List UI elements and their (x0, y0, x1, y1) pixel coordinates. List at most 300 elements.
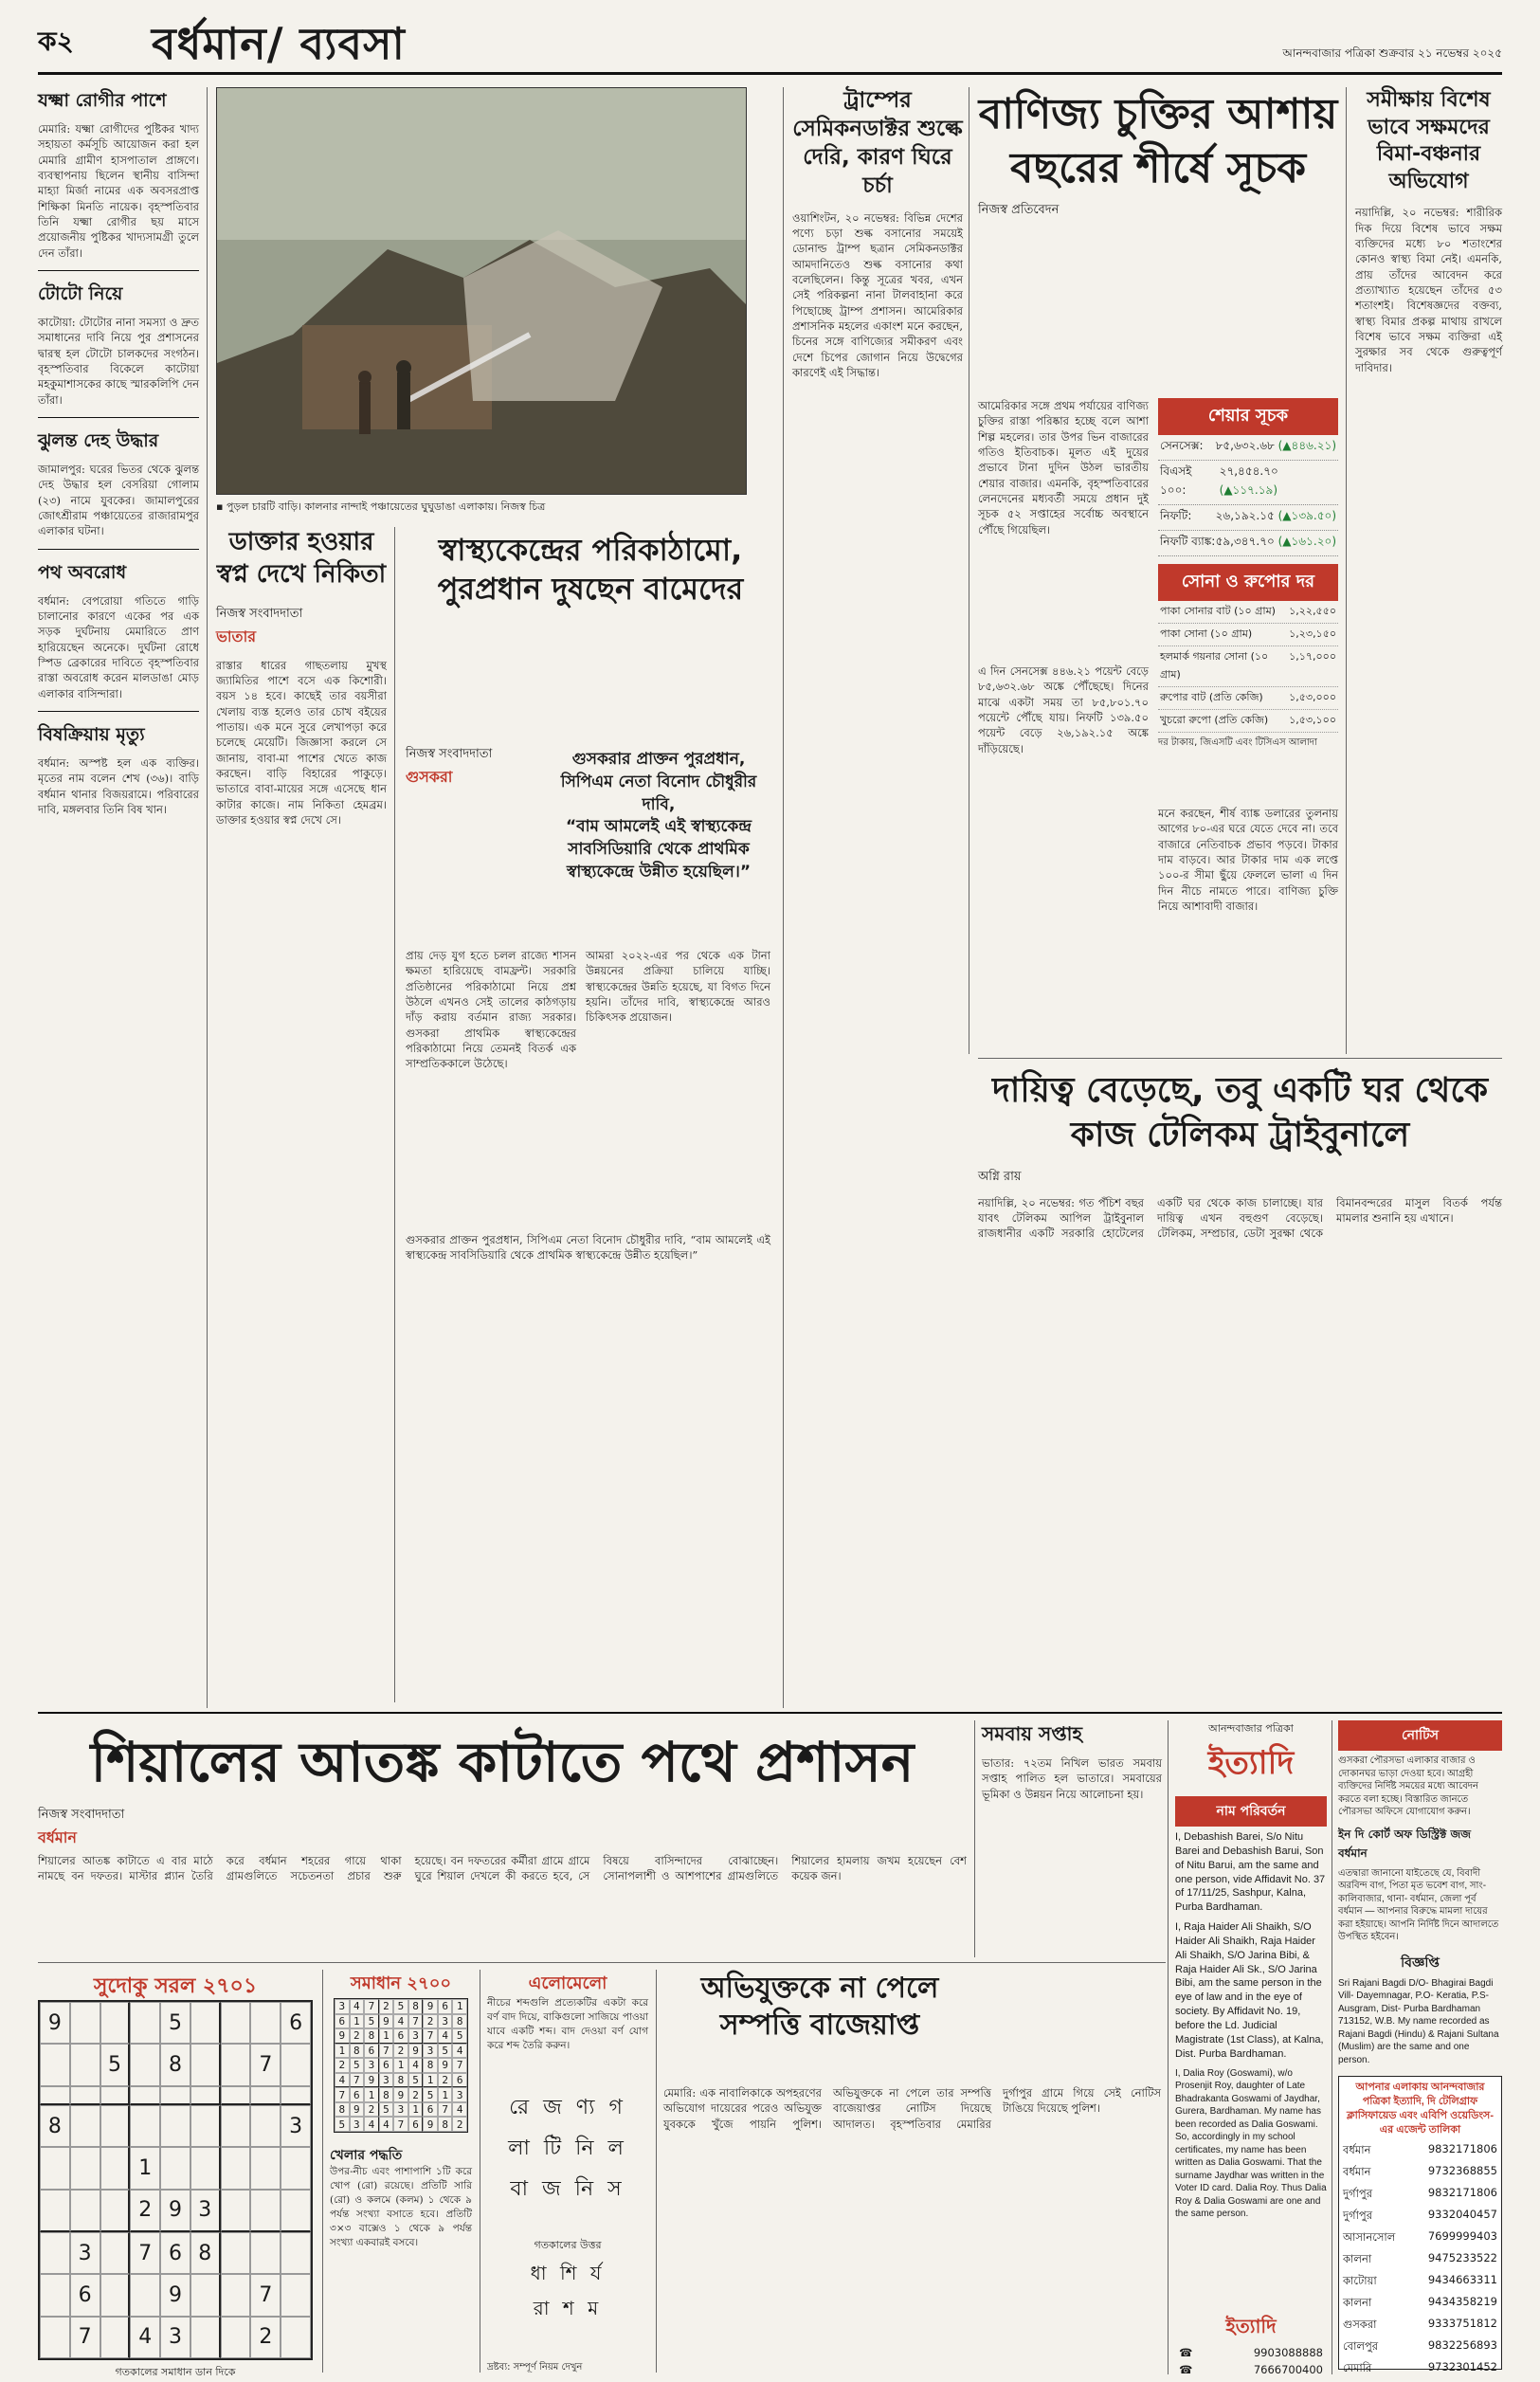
jumble-word: বা জ নি স (510, 2177, 625, 2201)
dateline: আনন্দবাজার পত্রিকা শুক্রবার ২১ নভেম্বর ২০২৫ (1282, 46, 1502, 60)
solution-cell: 9 (350, 2102, 365, 2118)
ittyadi-footer-title: ইত্যাদি (1225, 2315, 1277, 2337)
agent-area: দুর্গাপুর (1343, 2209, 1373, 2223)
masthead (0, 0, 1540, 74)
brief-title: পথ অবরোধ (38, 561, 127, 583)
story-text: আমরা ২০২২-এর পর থেকে এক টানা উন্নয়নের প্রক্রিয়া চালিয়ে যাচ্ছি। স্বাস্থ্যকেন্দ্রের উন্নতি হয়েছে, যা বিগত দিনে হয়নি। তাঁদের দাবি, স্বাস্থ্যকেন্দ্রে আরও চিকিৎসক প্রয়োজন। (586, 949, 770, 1025)
sudoku-cell[interactable] (40, 2274, 70, 2316)
sudoku-cell[interactable] (40, 2147, 70, 2189)
solution-cell: 6 (350, 2087, 365, 2102)
sudoku-cell[interactable] (100, 2190, 131, 2232)
story-text: ওয়াশিংটন, ২০ নভেম্বর: বিভিন্ন দেশের পণ্যে চড়া শুল্ক বসানোর সময়েই ডোনাল্ড ট্রাম্প ছত্রান সেমিকনডাক্টর আমদানিতেও শুল্ক বসানোর কথা বলেছিলেন। কিন্তু সূত্রের খবর, এখন সেই পরিকল্পনা নানা টালবাহানা করে পিছোচ্ছে ট্রাম্প প্রশাসন। আমেরিকার প্রশাসনিক মহলের একাংশ মনে করছেন, চিনের সঙ্গে বাণিজ্যের সমীকরণ এবং দেশে চিপের জোগান নিয়ে উদ্বেগের কারণেই এই সিদ্ধান্ত। (792, 210, 963, 379)
sudoku-cell[interactable] (190, 2002, 221, 2044)
sudoku-cell[interactable]: 8 (190, 2232, 221, 2274)
agent-area: কালনা (1343, 2296, 1372, 2310)
solution-cell: 6 (335, 2014, 350, 2029)
sudoku-title: সুদোকু সরল ২৭০১ (93, 1974, 258, 1998)
solution-cell: 3 (335, 1999, 350, 2014)
agent-area: বর্ধমান (1343, 2143, 1371, 2157)
sudoku-cell[interactable] (190, 2317, 221, 2358)
agent-area: কাটোয়া (1343, 2274, 1377, 2288)
agent-row (1339, 2184, 1501, 2206)
sudoku-cell[interactable] (281, 2147, 311, 2189)
sudoku-cell[interactable] (160, 2147, 190, 2189)
solution-cell: 8 (393, 2073, 408, 2088)
sudoku-cell[interactable] (70, 2086, 100, 2105)
agent-list-ad (1338, 2076, 1502, 2375)
agent-row (1339, 2337, 1501, 2358)
solution-cell: 1 (379, 2028, 394, 2044)
section-title: বর্ধমান/ ব্যবসা (152, 18, 406, 69)
solution-cell: 4 (364, 2117, 379, 2132)
story-byline: নিজস্ব সংবাদদাতা (406, 747, 493, 761)
agent-row (1339, 2249, 1501, 2271)
story-headline: ডাক্তার হওয়ার স্বপ্ন দেখে নিকিতা (216, 528, 387, 589)
ittyadi-phones (1175, 2313, 1327, 2378)
sudoku-cell[interactable] (250, 2190, 281, 2232)
sudoku-cell[interactable] (70, 2190, 100, 2232)
jumble-title: এলোমেলো (528, 1973, 607, 1993)
name-change-title: নাম পরিবর্তন (1175, 1796, 1327, 1827)
sudoku-cell[interactable] (100, 2232, 131, 2274)
sudoku-cell[interactable] (221, 2317, 251, 2358)
sudoku-cell[interactable] (221, 2274, 251, 2316)
sudoku-cell[interactable]: 3 (190, 2190, 221, 2232)
gold-rate-table (1158, 601, 1338, 733)
sudoku-cell[interactable] (250, 2002, 281, 2044)
agent-phone: 9732368855 (1427, 2164, 1497, 2178)
sudoku-cell[interactable] (281, 2086, 311, 2105)
sudoku-cell[interactable] (40, 2190, 70, 2232)
sudoku-cell[interactable] (250, 2232, 281, 2274)
solution-cell: 4 (452, 2102, 467, 2118)
index-value: ৮৫,৬৩২.৬৮ (▲৪৪৬.২১) (1215, 439, 1336, 452)
solution-cell: 6 (408, 2117, 424, 2132)
agent-row (1339, 2293, 1501, 2315)
sudoku-cell[interactable]: 1 (130, 2147, 160, 2189)
story-headline: ট্রাম্পের সেমিকনডাক্টর শুল্কে দেরি, কারণ ঘিরে চর্চা (792, 88, 963, 198)
phone-number: ☎ 9903088888 (1179, 2346, 1323, 2359)
trade-story (978, 87, 1338, 221)
sudoku-cell[interactable] (190, 2274, 221, 2316)
court-title: ইন দি কোর্ট অফ ডিস্ট্রিক্ট জজ বর্ধমান (1338, 1827, 1471, 1860)
briefs-column (38, 87, 199, 1699)
solution-cell: 3 (423, 2044, 438, 2059)
sudoku-cell[interactable]: 7 (70, 2317, 100, 2358)
solution-cell: 5 (438, 2044, 453, 2059)
solution-cell: 8 (350, 2044, 365, 2059)
sudoku-cell[interactable]: 4 (130, 2317, 160, 2358)
solution-cell: 5 (335, 2117, 350, 2132)
agent-area: আসানসোল (1343, 2230, 1396, 2245)
solution-cell: 8 (364, 2028, 379, 2044)
solution-cell: 4 (379, 2117, 394, 2132)
solution-cell: 5 (423, 2087, 438, 2102)
solution-cell: 6 (423, 2102, 438, 2118)
solution-cell: 8 (379, 2087, 394, 2102)
agent-row (1339, 2271, 1501, 2293)
sudoku-cell[interactable] (100, 2147, 131, 2189)
solution-cell: 9 (408, 2044, 424, 2059)
sudoku-cell[interactable]: 7 (250, 2044, 281, 2085)
solution-cell: 2 (423, 2014, 438, 2029)
agent-row (1339, 2315, 1501, 2337)
sudoku-cell[interactable] (221, 2044, 251, 2085)
doctor-story (216, 527, 387, 1702)
gold-rate-row (1158, 601, 1338, 624)
jumble-answers (487, 2256, 648, 2330)
markets-box (1158, 398, 1338, 752)
sudoku-cell[interactable] (40, 2317, 70, 2358)
rate-name: রুপোর বাট (প্রতি কেজি) (1160, 691, 1263, 703)
solution-cell: 7 (364, 1999, 379, 2014)
sudoku-cell[interactable] (130, 2105, 160, 2147)
sudoku-cell[interactable] (221, 2086, 251, 2105)
rate-value: ১,৫৩,০০০ (1289, 691, 1336, 703)
jumble-answer-hint: গতকালের উত্তর (534, 2239, 602, 2251)
sudoku-cell[interactable]: 6 (281, 2002, 311, 2044)
sudoku-cell[interactable]: 6 (160, 2232, 190, 2274)
sudoku-cell[interactable]: 2 (250, 2317, 281, 2358)
health-story (406, 531, 775, 609)
gold-rate-row (1158, 710, 1338, 733)
sudoku-cell[interactable] (100, 2086, 131, 2105)
solution-cell: 7 (452, 2058, 467, 2073)
agent-promo: আপনার এলাকায় আনন্দবাজার পত্রিকা ইত্যাদি, দি টেলিগ্রাফ ক্লাসিফায়েড এবং এবিপি ওয়েডিংস-এর এজেন্ট তালিকা (1347, 2082, 1494, 2136)
solution-cell: 9 (335, 2028, 350, 2044)
sudoku-cell[interactable] (190, 2147, 221, 2189)
gold-rate-row (1158, 646, 1338, 687)
solution-cell: 7 (408, 2014, 424, 2029)
story-byline: নিজস্ব সংবাদদাতা (38, 1808, 125, 1822)
vigyapti-text: Sri Rajani Bagdi D/O- Bhagirai Bagdi Vill- Dayemnagar, P.O- Keratia, P.S- Ausgram, Dist- Purba Bardhaman 713152, W.B. My name recorded as Rajani Bagdi (Hindu) & Rajani Sultana (Muslim) are the same and one person. (1338, 1977, 1499, 2065)
sudoku-cell[interactable] (70, 2044, 100, 2085)
sudoku-cell[interactable] (70, 2002, 100, 2044)
story-place: গুসকরা (406, 768, 453, 786)
sudoku-cell[interactable] (281, 2044, 311, 2085)
story-headline: স্বাস্থ্যকেন্দ্রের পরিকাঠামো, পুরপ্রধান দুষছেন বামেদের (437, 532, 744, 607)
solution-cell: 7 (438, 2102, 453, 2118)
solution-cell: 3 (408, 2028, 424, 2044)
sudoku-cell[interactable]: 7 (250, 2274, 281, 2316)
sudoku-cell[interactable] (281, 2274, 311, 2316)
sudoku-cell[interactable]: 9 (40, 2002, 70, 2044)
photo-caption: ▪ পুড়ল চারটি বাড়ি। কালনার নান্দাই পঞ্চায়েতের ঘুঘুডাঙা এলাকায়। নিজস্ব চিত্র (216, 500, 546, 513)
solution-cell: 3 (379, 2073, 394, 2088)
court-text: এতদ্বারা জানানো যাইতেছে যে, বিবাদী অরবিন্দ বাগ, পিতা মৃত ভবেশ বাগ, সাং- কালিবাজার, থানা- বর্ধমান, জেলা পূর্ব বর্ধমান — আপনার বিরুদ্ধে মামলা দায়ের করা হইয়াছে। আপনি নির্দিষ্ট দিনে আদালতে উপস্থিত হইবেন। (1338, 1867, 1499, 1942)
sudoku-cell[interactable] (40, 2086, 70, 2105)
solution-cell: 9 (393, 2087, 408, 2102)
solution-cell: 8 (423, 2058, 438, 2073)
solution-cell: 2 (364, 2102, 379, 2118)
sudoku-cell[interactable] (221, 2105, 251, 2147)
solution-cell: 4 (438, 2028, 453, 2044)
solution-cell: 7 (335, 2087, 350, 2102)
sudoku-cell[interactable] (281, 2232, 311, 2274)
agent-area: কালনা (1343, 2252, 1372, 2266)
brief-title: বিষক্রিয়ায় মৃত্যু (38, 723, 145, 745)
solution-cell: 3 (438, 2014, 453, 2029)
solution-cell: 6 (379, 2058, 394, 2073)
sudoku-cell[interactable] (130, 2044, 160, 2085)
solution-cell: 6 (364, 2044, 379, 2059)
solution-cell: 9 (364, 2073, 379, 2088)
jumble-word: রে জ ণ্য গ (509, 2096, 626, 2119)
share-index-table (1158, 435, 1338, 556)
sudoku-cell[interactable] (190, 2086, 221, 2105)
brief-text: বর্ধমান: অস্পষ্ট হল এক ব্যক্তির। মৃতের নাম বলেন শেখ (৩৬)। বাড়ি বর্ধমান থানার বিজয়রামে। পরিবারের দাবি, মঙ্গলবার তিনি বিষ খান। (38, 755, 199, 816)
jumble-words (487, 2085, 648, 2213)
solution-cell: 9 (379, 2014, 394, 2029)
rules-text: উপর-নীচ এবং পাশাপাশি ১টি করে খোপ (রো) রয়েছে। প্রতিটি সারি (রো) ও কলমে (কলম) ১ থেকে ৯ পর্যন্ত সংখ্যা বসাতে হবে। প্রতিটি ৩×৩ বাক্সেও ১ থেকে ৯ পর্যন্ত সংখ্যা একবারই বসবে। (330, 2166, 472, 2248)
solution-cell: 8 (335, 2102, 350, 2118)
accused-story-text: মেমারি: এক নাবালিকাকে অপহরণের অভিযোগ দায়েরের পরেও অভিযুক্ত যুবককে খুঁজে পায়নি পুলিশ। অভিযুক্তকে না পেলে তার সম্পত্তি বাজেয়াপ্তর নোটিস দিয়েছে আদালত। বৃহস্পতিবার মেমারির দুর্গাপুর গ্রামে গিয়ে সেই নোটিস টাঙিয়ে দিয়েছে পুলিশ। (663, 2086, 1161, 2131)
agent-area: গুসকরা (1343, 2318, 1377, 2332)
jumble-intro: নীচের শব্দগুলি প্রত্যেকটির একটা করে বর্ণ বাদ দিয়ে, বাকিগুলো সাজিয়ে পাওয়া যাবে একটি শব্দ। বাদ দেওয়া বর্ণ যোগ করে শব্দ তৈরি করুন। (487, 1997, 648, 2051)
sudoku-cell[interactable] (40, 2232, 70, 2274)
solution-cell: 5 (379, 2102, 394, 2118)
agent-row (1339, 2162, 1501, 2184)
story-headline: সমীক্ষায় বিশেষ ভাবে সক্ষমদের বিমা-বঞ্চনার অভিযোগ (1367, 88, 1491, 193)
solution-cell: 8 (438, 2117, 453, 2132)
sudoku-cell[interactable] (221, 2147, 251, 2189)
solution-cell: 2 (379, 1999, 394, 2014)
sudoku-cell[interactable]: 8 (40, 2105, 70, 2147)
notice-column (1338, 1720, 1502, 2066)
story-text: প্রায় দেড় যুগ হতে চলল রাজ্যে শাসন ক্ষমতা হারিয়েছে বামফ্রন্ট। সরকারি প্রতিষ্ঠানের পরিকাঠামো নিয়ে প্রশ্ন উঠলে এখনও সেই তালের কাঠগড়ায় দাঁড় করায় বর্তমান রাজ্য সরকার। গুসকরা প্রাথমিক স্বাস্থ্যকেন্দ্রের পরিকাঠামো নিয়ে তেমনই বিতর্ক এক সাম্প্রতিককালে উঠেছে। (406, 949, 576, 1071)
pull-quote-text: “বাম আমলেই এই স্বাস্থ্যকেন্দ্র সাবসিডিয়ারি থেকে প্রাথমিক স্বাস্থ্যকেন্দ্রে উন্নীত হয়েছিল।” (565, 817, 752, 882)
agent-phone: 9832171806 (1427, 2186, 1497, 2200)
agent-area: মেমারি (1343, 2361, 1372, 2375)
sudoku-cell[interactable] (40, 2044, 70, 2085)
agent-row (1339, 2140, 1501, 2162)
sudoku-cell[interactable]: 2 (130, 2190, 160, 2232)
agent-area: বর্ধমান (1343, 2165, 1371, 2179)
agent-area: দুর্গাপুর (1343, 2187, 1373, 2201)
agent-phone: 9434358219 (1427, 2295, 1497, 2309)
solution-cell: 3 (393, 2102, 408, 2118)
sudoku-cell[interactable]: 3 (160, 2317, 190, 2358)
rate-value: ১,৫৩,১০০ (1289, 714, 1336, 726)
solution-cell: 3 (364, 2058, 379, 2073)
index-name: সেনসেক্স: (1160, 439, 1204, 452)
jumble-footer: দ্রষ্টব্য: সম্পূর্ণ নিয়ম দেখুন (487, 2362, 583, 2373)
story-text: আমেরিকার সঙ্গে প্রথম পর্যায়ের বাণিজ্য চুক্তির রাস্তা পরিষ্কার হচ্ছে বলে আশা শিল্প মহলের। তার উপর ভিন বাজারের গতিও ইতিবাচক। মূলত এই দুয়ের প্রভাবে টানা দুদিন উঠল ভারতীয় শেয়ার বাজার। এমনকি, বৃহস্পতিবারের লেনদেনের মধ্যবর্তী সময়ে প্রধান দুই সূচক ৫২ সপ্তাহের সর্বোচ্চ অবস্থানে পৌঁছে গিয়েছিল। (978, 399, 1149, 536)
agent-list (1339, 2140, 1501, 2380)
solution-cell: 1 (335, 2044, 350, 2059)
share-index-row (1158, 461, 1338, 505)
brief-text: ভাতার: ৭২তম নিখিল ভারত সমবায় সপ্তাহ পালিত হল ভাতারে। সমবায়ের ভূমিকা ও উন্নয়ন নিয়ে আলোচনা হয়। (982, 1756, 1162, 1801)
rate-name: খুচরো রুপো (প্রতি কেজি) (1160, 714, 1269, 726)
sudoku-cell[interactable]: 7 (130, 2232, 160, 2274)
story-text: এ দিন সেনসেক্স ৪৪৬.২১ পয়েন্ট বেড়ে ৮৫,৬৩২.৬৮ অঙ্কে পৌঁছেছে। দিনের মাঝে একটা সময় তা ৮৫,৮০১.৭০ পয়েন্টে পৌঁছে যায়। নিফটি ১৩৯.৫০ পয়েন্ট বেড়ে ২৬,১৯২.১৫ অঙ্কে দাঁড়িয়েছে। (978, 664, 1149, 755)
sudoku-cell[interactable] (70, 2105, 100, 2147)
index-name: নিফটি ব্যাঙ্ক: (1160, 535, 1216, 548)
agent-phone: 9332040457 (1427, 2208, 1497, 2222)
solution-cell: 1 (438, 2087, 453, 2102)
solution-cell: 2 (335, 2058, 350, 2073)
brief-text: জামালপুর: ঘরের ভিতর থেকে ঝুলন্ত দেহ উদ্ধার হল বেসরিয়া গোলাম (২৩) নামে যুবকের। জামালপুরের জোৎশ্রীরাম পঞ্চায়েতের রাজারামপুর এলাকার ঘটনা। (38, 462, 199, 538)
brief-text: কাটোয়া: টোটোর নানা সমস্যা ও দ্রুত সমাধানের দাবি নিয়ে পুর প্রশাসনের দ্বারস্থ হল টোটো চালকদের সংগঠন। বৃহস্পতিবার বিকেলে কাটোয়া মহকুমাশাসকের কাছে স্মারকলিপি দেন তাঁরা। (38, 315, 199, 407)
sudoku-cell[interactable] (281, 2190, 311, 2232)
solution-cell: 5 (408, 2073, 424, 2088)
brief-text: মেমারি: যক্ষ্মা রোগীদের পুষ্টিকর খাদ্য সহায়তা কর্মসূচি আয়োজন করা হল মেমারি গ্রামীণ হাসপাতাল প্রাঙ্গণে। ব্যবস্থাপনায় ছিলেন স্থানীয় বাসিন্দা মাহ্যা মির্জা নামের এক অবসরপ্রাপ্ত শিক্ষিকা মিনতি নায়েক। বৃহস্পতিবার তিনি যক্ষ্মা রোগীর ছয় মাসে প্রয়োজনীয় পুষ্টিকর খাদ্যসামগ্রী তুলে দেন তাঁরা। (38, 122, 199, 260)
notice-title: নোটিস (1338, 1720, 1502, 1751)
sudoku-cell[interactable] (100, 2274, 131, 2316)
ittyadi-classifieds (1175, 1720, 1327, 2374)
sudoku-cell[interactable] (100, 2317, 131, 2358)
sudoku-cell[interactable] (160, 2105, 190, 2147)
sudoku-cell[interactable]: 5 (160, 2002, 190, 2044)
solution-cell: 4 (393, 2014, 408, 2029)
affidavit-notice: I, Raja Haider Ali Shaikh, S/O Haider Ali Shaikh, Raja Haider Ali Shaikh, S/O Jarina Bibi, & Raja Haider Ali Sk., S/O Jarina Bibi, am the same person in the eye of law and in the eye of society. By Affidavit No. 19, before the Ld. Judicial Magistrate (1st Class), at Kalna, Dist. Purba Bardhaman. (1175, 1921, 1324, 2060)
jumble-word: লা টি নি ল (508, 2137, 627, 2160)
rate-value: ১,২৩,১৫০ (1289, 627, 1336, 640)
sudoku-cell[interactable] (221, 2002, 251, 2044)
sudoku-cell[interactable] (221, 2232, 251, 2274)
story-headline: বাণিজ্য চুক্তির আশায় বছরের শীর্ষে সূচক (978, 90, 1338, 193)
jackal-story-text: শিয়ালের আতঙ্ক কাটাতে এ বার মাঠে নামছে বন দফতর। মাস্টার প্ল্যান তৈরি করে বর্ধমান শহরের গায়ে থাকা গ্রামগুলিতে সচেতনতা প্রচার শুরু হয়েছে। বন দফতরের কর্মীরা গ্রামে গ্রামে ঘুরে শিয়াল দেখলে কী করতে হবে, সে বিষয়ে বাসিন্দাদের বোঝাচ্ছেন। সোনাপলাশী ও আশপাশের গ্রামগুলিতে শিয়ালের হামলায় জখম হয়েছেন বেশ কয়েক জন। (38, 1854, 967, 1883)
index-name: নিফটি: (1160, 509, 1192, 522)
solution-cell: 1 (393, 2058, 408, 2073)
sudoku-cell[interactable] (281, 2317, 311, 2358)
sudoku-cell[interactable] (221, 2190, 251, 2232)
jumble-answer: রা শ ম (533, 2297, 603, 2319)
solution-cell: 7 (350, 2073, 365, 2088)
rate-value: ১,২২,৫৫০ (1289, 605, 1336, 617)
solution-cell: 5 (452, 2028, 467, 2044)
index-value: ৫৯,৩৪৭.৭০ (▲১৬১.২০) (1215, 535, 1336, 548)
sudoku-cell[interactable] (70, 2147, 100, 2189)
solution-cell: 1 (408, 2102, 424, 2118)
solution-cell: 2 (452, 2117, 467, 2132)
index-value: ২৬,১৯২.১৫ (▲১৩৯.৫০) (1215, 509, 1336, 522)
story-byline: নিজস্ব সংবাদদাতা (216, 606, 303, 621)
sudoku-cell[interactable] (250, 2086, 281, 2105)
solution-cell: 7 (423, 2028, 438, 2044)
share-index-row (1158, 435, 1338, 461)
index-change: (▲১১৭.১৯) (1219, 483, 1277, 497)
rules-title: খেলার পদ্ধতি (330, 2148, 403, 2163)
gold-note: দর টাকায়, জিএসটি এবং টিসিএস আলাদা (1158, 737, 1317, 748)
sudoku-cell[interactable]: 9 (160, 2190, 190, 2232)
sudoku-cell[interactable]: 6 (70, 2274, 100, 2316)
story-text: গুসকরার প্রাক্তন পুরপ্রধান, সিপিএম নেতা বিনোদ চৌধুরীর দাবি, “বাম আমলেই এই স্বাস্থ্যকেন্দ্র সাবসিডিয়ারি থেকে প্রাথমিক স্বাস্থ্যকেন্দ্রে উন্নীত হয়েছিল।” (406, 1233, 770, 1263)
solution-cell: 6 (452, 2073, 467, 2088)
solution-cell: 1 (452, 1999, 467, 2014)
sudoku-cell[interactable] (130, 2274, 160, 2316)
sudoku-cell[interactable] (100, 2105, 131, 2147)
share-index-title: শেয়ার সূচক (1158, 398, 1338, 435)
sudoku-cell[interactable]: 8 (160, 2044, 190, 2085)
share-index-row (1158, 531, 1338, 556)
agent-area: বোলপুর (1343, 2339, 1379, 2354)
solution-cell: 8 (452, 2014, 467, 2029)
agent-phone: 9832171806 (1427, 2142, 1497, 2156)
sudoku-cell[interactable]: 9 (160, 2274, 190, 2316)
story-place: ভাতার (216, 627, 257, 646)
story-byline: নিজস্ব প্রতিবেদন (978, 203, 1060, 218)
fire-photo-illustration (217, 88, 747, 495)
solution-cell: 9 (438, 2058, 453, 2073)
solution-cell: 2 (393, 2044, 408, 2059)
health-byline (406, 745, 538, 791)
index-value: ২৭,৪৫৪.৭০ (▲১১৭.১৯) (1219, 464, 1278, 497)
index-change: (▲৪৪৬.২১) (1277, 439, 1336, 452)
agent-row (1339, 2227, 1501, 2249)
share-index-row (1158, 505, 1338, 531)
gold-rate-row (1158, 687, 1338, 710)
story-headline: দায়িত্ব বেড়েছে, তবু একটি ঘর থেকে কাজ টেলিকম ট্রাইবুনালে (991, 1071, 1489, 1155)
solution-cell: 1 (364, 2087, 379, 2102)
sudoku-cell[interactable]: 5 (100, 2044, 131, 2085)
solution-cell: 4 (408, 2058, 424, 2073)
insurance-story (1355, 87, 1502, 375)
coop-brief (982, 1720, 1162, 1802)
agent-phone: 9475233522 (1427, 2251, 1497, 2265)
sudoku-cell[interactable] (160, 2086, 190, 2105)
solution-cell: 7 (379, 2044, 394, 2059)
sudoku-footer: গতকালের সমাধান ডান দিকে (115, 2366, 236, 2378)
ittyadi-sub: আনন্দবাজার পত্রিকা (1208, 1722, 1294, 1735)
sudoku-cell[interactable] (130, 2002, 160, 2044)
pull-quote (550, 749, 768, 884)
agent-phone: 9434663311 (1427, 2273, 1497, 2287)
sudoku-cell[interactable] (100, 2002, 131, 2044)
agent-phone: 9732301452 (1427, 2360, 1497, 2374)
solution-cell: 6 (393, 2028, 408, 2044)
gold-rate-title: সোনা ও রুপোর দর (1158, 564, 1338, 601)
gold-rate-row (1158, 624, 1338, 646)
sudoku-cell[interactable] (130, 2086, 160, 2105)
phone-number: ☎ 7666700400 (1179, 2363, 1323, 2376)
rate-name: হলমার্ক গয়নার সোনা (১০ গ্রাম) (1160, 650, 1269, 681)
solution-cell: 3 (452, 2087, 467, 2102)
solution-cell: 4 (335, 2073, 350, 2088)
sudoku-cell[interactable] (250, 2105, 281, 2147)
solution-cell: 9 (423, 2117, 438, 2132)
solution-cell: 9 (423, 1999, 438, 2014)
story-text: মনে করছেন, শীর্ষ ব্যাঙ্ক ডলারের তুলনায় আগের ৮০-এর ঘরে যেতে দেবে না। তবে বাজারে নেতিবাচক প্রভাব পড়বে। টাকার দাম বাড়বে। আর টাকার দাম এক লপ্তে ১০০-র সীমা ছুঁয়ে ফেললে ভালা এ দিন দিন নীচে নামতে পারে। বাণিজ্য চুক্তি নিয়ে আশাবাদী বাজার। (1158, 807, 1338, 913)
rate-value: ১,১৭,০০০ (1289, 650, 1336, 663)
solution-cell: 5 (393, 1999, 408, 2014)
solution-cell: 4 (350, 1999, 365, 2014)
solution-cell: 1 (350, 2014, 365, 2029)
jackal-headline: শিয়ালের আতঙ্ক কাটাতে পথে প্রশাসন (90, 1730, 915, 1794)
news-photo (216, 87, 747, 495)
solution-cell: 3 (350, 2117, 365, 2132)
sudoku-cell[interactable]: 3 (281, 2105, 311, 2147)
brief-title: সমবায় সপ্তাহ (982, 1722, 1082, 1745)
masthead-rule (38, 72, 1502, 75)
sudoku-cell[interactable]: 3 (70, 2232, 100, 2274)
sudoku-cell[interactable] (190, 2105, 221, 2147)
brief-text: বর্ধমান: বেপরোয়া গতিতে গাড়ি চালানোর কারণে একের পর এক সড়ক দুর্ঘটনায় মেমারিতে প্রাণ হারিয়েছেন অনেকে। দুর্ঘটনা রোধে স্পিড ব্রেকারের দাবিতে বৃহস্পতিবার রাস্তা অবরোধ করেন মালডাঙা মোড় এলাকার বাসিন্দারা। (38, 593, 199, 700)
phone-icon: ☎ (1179, 2363, 1193, 2376)
sudoku-cell[interactable] (250, 2147, 281, 2189)
brief-title: টোটো নিয়ে (38, 282, 123, 304)
story-text: নয়াদিল্লি, ২০ নভেম্বর: শারীরিক দিক দিয়ে বিশেষ ভাবে সক্ষম ব্যক্তিদের মধ্যে ৮০ শতাংশের কোনও স্বাস্থ্য বিমা নেই। এমনকি, প্রায় তাঁদের আবেদন করে প্রত্যাখ্যাত হয়েছেন তাঁদের ৫৩ শতাংশই। বিশেষজ্ঞদের বক্তব্য, স্বাস্থ্য বিমার প্রকল্প মাথায় রাখলে বিশেষ ভাবে সক্ষম ব্যক্তিরা এই সুরক্ষার সব থেকে গুরুত্বপূর্ণ দাবিদার। (1355, 206, 1502, 374)
index-change: (▲১৩৯.৫০) (1277, 509, 1336, 522)
vigyapti-title: বিজ্ঞপ্তি (1401, 1955, 1440, 1971)
solution-grid (334, 1998, 468, 2133)
brief-title: যক্ষ্মা রোগীর পাশে (38, 90, 167, 111)
semicon-story (792, 87, 963, 380)
sudoku-cell[interactable] (190, 2044, 221, 2085)
solution-cell: 2 (408, 2087, 424, 2102)
pull-quote-intro: গুসকরার প্রাক্তন পুরপ্রধান, সিপিএম নেতা বিনোদ চৌধুরীর দাবি, (560, 750, 757, 814)
telecom-story (978, 1069, 1502, 1242)
